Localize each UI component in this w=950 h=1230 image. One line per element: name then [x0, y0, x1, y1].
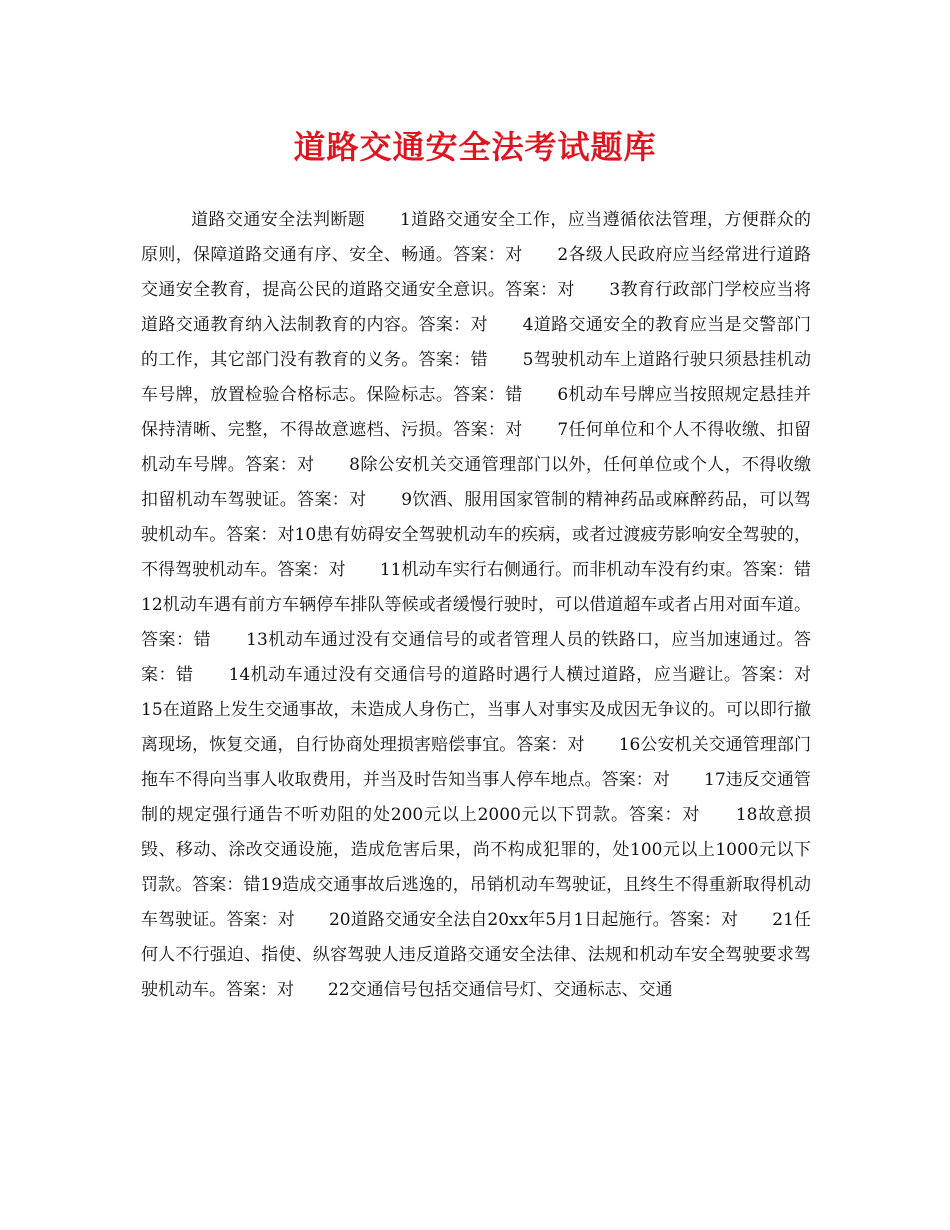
document-body-text: 道路交通安全法判断题 1道路交通安全工作，应当遵循依法管理，方便群众的原则，保障道路交通有序、安全、畅通。答案：对 2各级人民政府应当经常进行道路交通安全教育，提高公民的道路交通安全意识。答案：对 3教育行政部门学校应当将道路交通教育纳入法制教育的内容。答案：对 4道路交通安全的教育应当是交警部门的工作，其它部门没有教育的义务。答案：错 5驾驶机动车上道路行驶只须悬挂机动车号牌，放置检验合格标志。保险标志。答案：错 6机动车号牌应当按照规定悬挂并保持清晰、完整，不得故意遮档、污损。答案：对 7任何单位和个人不得收缴、扣留机动车号牌。答案：对 8除公安机关交通管理部门以外，任何单位或个人，不得收缴扣留机动车驾驶证。答案：对 9饮酒、服用国家管制的精神药品或麻醉药品，可以驾驶机动车。答案：对10患有妨碍安全驾驶机动车的疾病，或者过渡疲劳影响安全驾驶的，不得驾驶机动车。答案：对 11机动车实行右侧通行。而非机动车没有约束。答案：错12机动车遇有前方车辆停车排队等候或者缓慢行驶时，可以借道超车或者占用对面车道。答案：错 13机动车通过没有交通信号的或者管理人员的铁路口，应当加速通过。答案：错 14机动车通过没有交通信号的道路时遇行人横过道路，应当避让。答案：对 15在道路上发生交通事故，未造成人身伤亡，当事人对事实及成因无争议的。可以即行撤离现场，恢复交通，自行协商处理损害赔偿事宜。答案：对 16公安机关交通管理部门拖车不得向当事人收取费用，并当及时告知当事人停车地点。答案：对 17违反交通管制的规定强行通告不听劝阻的处200元以上2000元以下罚款。答案：对 18故意损毁、移动、涂改交通设施，造成危害后果，尚不构成犯罪的，处100元以上1000元以下罚款。答案：错19造成交通事故后逃逸的，吊销机动车驾驶证，且终生不得重新取得机动车驾驶证。答案：对 20道路交通安全法自20xx年5月1日起施行。答案：对 21任何人不行强迫、指使、纵容驾驶人违反道路交通安全法律、法规和机动车安全驾驶要求驾驶机动车。答案：对 22交通信号包括交通信号灯、交通标志、交通: [141, 210, 845, 1000]
document-title: 道路交通安全法考试题库: [293, 128, 657, 166]
